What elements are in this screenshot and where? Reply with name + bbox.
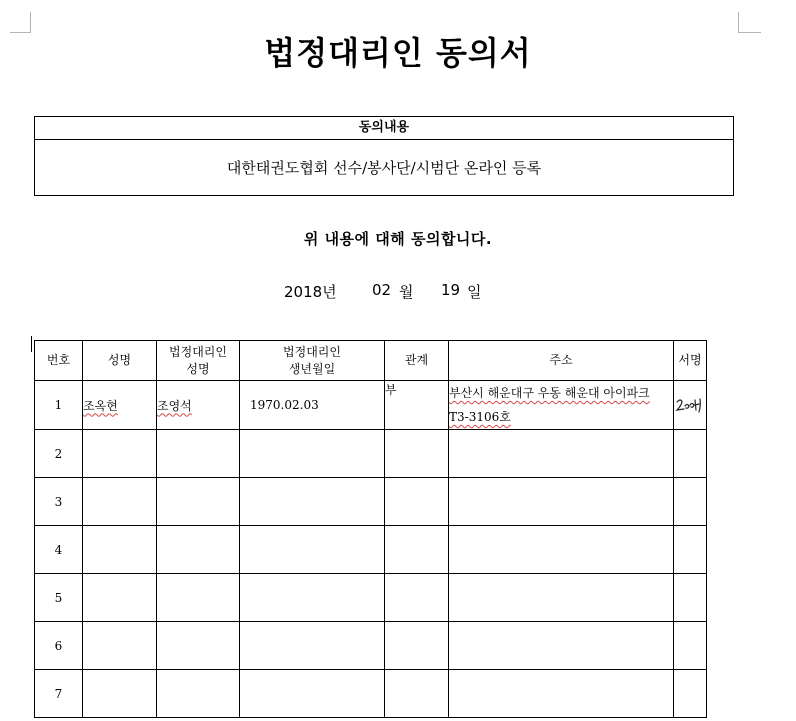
date-line [0,281,796,301]
date-day-label: 일 [467,283,482,301]
row-name[interactable] [83,526,157,574]
row-address[interactable] [449,574,674,622]
guardian-table [34,340,707,718]
row-address[interactable] [449,430,674,478]
text-cursor [31,336,32,352]
table-row [35,526,707,574]
header-guardian-name-line2: 성명 [186,361,210,376]
consent-text: 대한태권도협회 선수/봉사단/시범단 온라인 등록 [226,159,542,177]
table-row [35,622,707,670]
row-address[interactable] [449,381,674,430]
row-name-text: 조옥현 [83,398,118,413]
date-month: 02 [372,281,392,299]
row-guardian-name[interactable] [157,622,240,670]
row-signature[interactable] [674,670,707,718]
row-guardian-birth[interactable] [240,526,385,574]
row-relation[interactable] [385,526,449,574]
date-year: 2018년 [284,283,337,301]
header-guardian-birth [240,341,385,381]
row-relation[interactable] [385,574,449,622]
row-number: 5 [35,574,83,622]
row-guardian-birth[interactable] [240,622,385,670]
header-address: 주소 [449,341,674,381]
row-guardian-birth[interactable] [240,430,385,478]
table-row [35,574,707,622]
row-guardian-name[interactable] [157,526,240,574]
document-title: 법정대리인 동의서 [264,34,532,72]
row-signature[interactable] [674,622,707,670]
header-guardian-birth-line1: 법정대리인 [283,344,341,359]
header-signature: 서명 [674,341,707,381]
row-guardian-name[interactable] [157,574,240,622]
handwritten-signature-icon [675,394,705,416]
table-row [35,430,707,478]
row-guardian-name[interactable] [157,478,240,526]
header-number: 번호 [35,341,83,381]
row-relation[interactable]: 부 [385,381,449,430]
row-name[interactable] [83,574,157,622]
row-name[interactable] [83,622,157,670]
row-guardian-birth[interactable]: 1970.02.03 [240,381,385,430]
row-address[interactable] [449,670,674,718]
header-name: 성명 [83,341,157,381]
row-address[interactable] [449,478,674,526]
table-header-row [35,341,707,381]
row-guardian-birth[interactable] [240,670,385,718]
agreement-statement: 위 내용에 대해 동의합니다. [303,230,493,248]
row-guardian-birth[interactable] [240,574,385,622]
header-guardian-name [157,341,240,381]
row-number: 3 [35,478,83,526]
consent-header: 동의내용 [35,117,733,140]
row-address-text: 부산시 해운대구 우동 해운대 아이파크 T3-3106호 [449,386,650,424]
row-address[interactable] [449,526,674,574]
table-row [35,381,707,430]
row-relation[interactable] [385,430,449,478]
header-guardian-name-line1: 법정대리인 [169,344,227,359]
row-number: 1 [35,381,83,430]
row-signature[interactable] [674,478,707,526]
date-month-label: 월 [399,283,414,301]
row-name[interactable] [83,670,157,718]
row-guardian-name[interactable] [157,430,240,478]
row-number: 6 [35,622,83,670]
row-number: 7 [35,670,83,718]
row-signature[interactable] [674,430,707,478]
row-signature[interactable] [674,526,707,574]
row-name[interactable] [83,381,157,430]
consent-body [35,140,733,196]
row-relation[interactable] [385,670,449,718]
header-guardian-birth-line2: 생년월일 [288,361,336,376]
row-guardian-name[interactable] [157,670,240,718]
row-guardian-birth[interactable] [240,478,385,526]
row-number: 4 [35,526,83,574]
row-guardian-name-text: 조영석 [157,398,192,413]
row-name[interactable] [83,478,157,526]
table-row [35,478,707,526]
consent-box [34,116,734,196]
row-address[interactable] [449,622,674,670]
table-row [35,670,707,718]
header-relation: 관계 [385,341,449,381]
row-name[interactable] [83,430,157,478]
row-relation[interactable] [385,622,449,670]
row-signature[interactable] [674,381,707,430]
row-relation[interactable] [385,478,449,526]
date-day: 19 [441,281,461,299]
row-number: 2 [35,430,83,478]
row-signature[interactable] [674,574,707,622]
row-guardian-name[interactable] [157,381,240,430]
